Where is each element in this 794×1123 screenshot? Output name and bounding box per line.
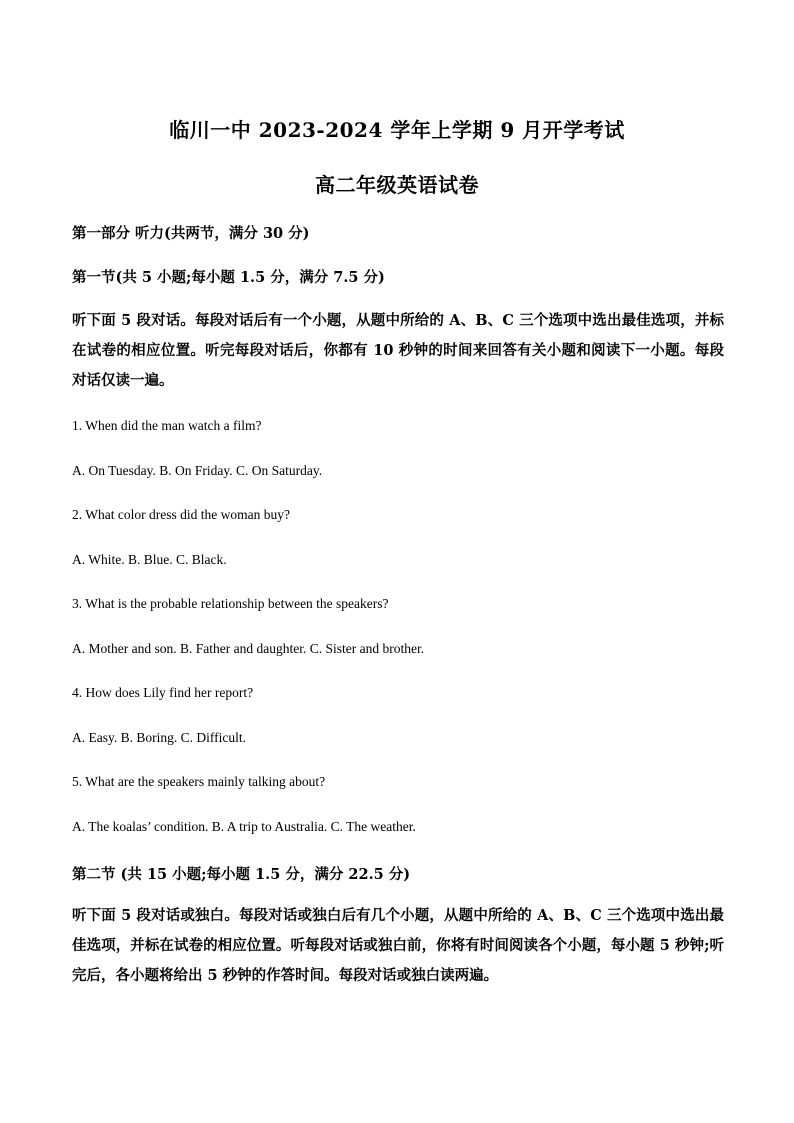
question-3-options: A. Mother and son. B. Father and daughter. C. Sister and brother. [72, 641, 425, 656]
question-1: 1. When did the man watch a film? [72, 418, 262, 433]
question-2: 2. What color dress did the woman buy? [72, 507, 290, 522]
question-1-options: A. On Tuesday. B. On Friday. C. On Saturday. [72, 463, 323, 478]
section2-instructions: 听下面 5 段对话或独白。每段对话或独白后有几个小题，从题中所给的 A、B、C 三个选项中选出最佳选项，并标在试卷的相应位置。听每段对话或独白前，你将有时间阅读各个小题，每小题 5 秒钟;听完后，各小题将给出 5 秒钟的作答时间。每段对话或独白读两遍。 [72, 907, 724, 984]
part1-heading: 第一部分 听力(共两节，满分 30 分) [72, 225, 310, 242]
question-5-options: A. The koalas’ condition. B. A trip to Australia. C. The weather. [72, 819, 416, 834]
section1-instructions: 听下面 5 段对话。每段对话后有一个小题，从题中所给的 A、B、C 三个选项中选出最佳选项，并标在试卷的相应位置。听完每段对话后，你都有 10 秒钟的时间来回答有关小题和阅读下一小题。每段对话仅读一遍。 [72, 312, 724, 389]
exam-title: 临川一中 2023-2024 学年上学期 9 月开学考试 [169, 118, 625, 142]
section1-heading: 第一节(共 5 小题;每小题 1.5 分，满分 7.5 分) [72, 269, 385, 286]
exam-subtitle: 高二年级英语试卷 [315, 173, 479, 197]
question-4-options: A. Easy. B. Boring. C. Difficult. [72, 730, 246, 745]
question-3: 3. What is the probable relationship between the speakers? [72, 596, 389, 611]
question-5: 5. What are the speakers mainly talking about? [72, 774, 326, 789]
question-2-options: A. White. B. Blue. C. Black. [72, 552, 227, 567]
section2-heading: 第二节 (共 15 小题;每小题 1.5 分，满分 22.5 分) [72, 866, 411, 883]
question-4: 4. How does Lily find her report? [72, 685, 254, 700]
